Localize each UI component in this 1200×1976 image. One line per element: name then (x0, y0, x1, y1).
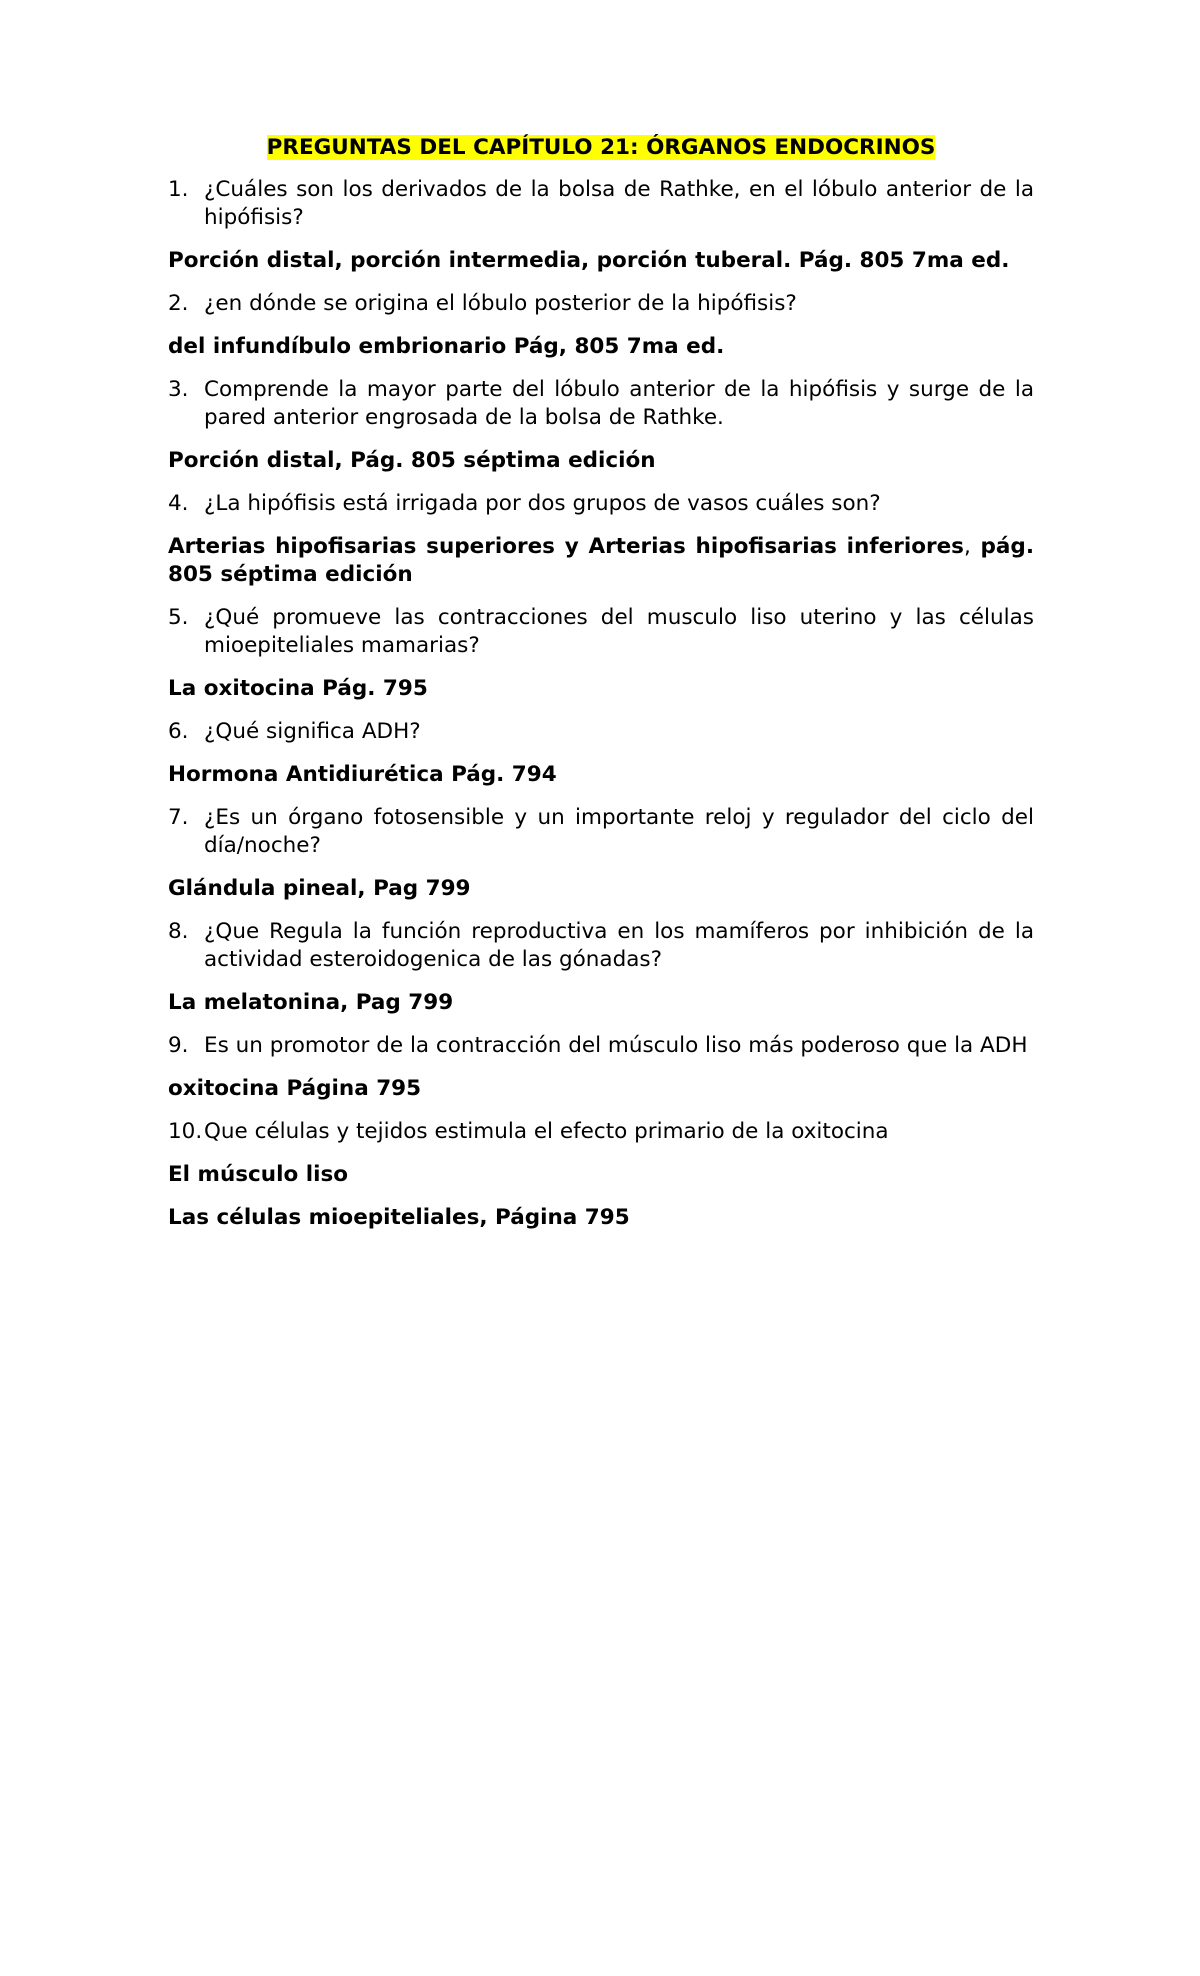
question-1 (168, 176, 1034, 232)
question-number: 9. (168, 1033, 189, 1058)
question-number: 7. (168, 805, 189, 830)
answer-3: Porción distal, Pág. 805 séptima edición (168, 448, 656, 473)
question-7 (168, 804, 1034, 860)
question-text: ¿Que Regula la función reproductiva en los mamíferos por inhibición de la actividad esteroidogenica de las gónadas? (204, 919, 1034, 972)
question-5 (168, 604, 1034, 660)
answer-4-separator: , (963, 534, 971, 559)
question-number: 8. (168, 919, 189, 944)
question-6 (168, 718, 1034, 746)
answer-7: Glándula pineal, Pag 799 (168, 876, 471, 901)
question-2 (168, 290, 1034, 318)
document-page (168, 134, 1034, 1247)
question-number: 3. (168, 377, 189, 402)
question-number: 4. (168, 491, 189, 516)
answer-9: oxitocina Página 795 (168, 1076, 422, 1101)
question-10 (168, 1118, 1034, 1146)
question-text: Que células y tejidos estimula el efecto primario de la oxitocina (204, 1119, 889, 1144)
answer-6: Hormona Antidiurética Pág. 794 (168, 762, 557, 787)
question-4 (168, 490, 1034, 518)
answer-4-main: Arterias hipofisarias superiores y Arterias hipofisarias inferiores (168, 534, 964, 559)
question-8 (168, 918, 1034, 974)
answer-1: Porción distal, porción intermedia, porción tuberal. Pág. 805 7ma ed. (168, 248, 1010, 273)
question-9 (168, 1032, 1034, 1060)
question-number: 6. (168, 719, 189, 744)
question-text: ¿La hipófisis está irrigada por dos grupos de vasos cuáles son? (204, 491, 881, 516)
question-number: 1. (168, 177, 189, 202)
question-text: ¿Es un órgano fotosensible y un importante reloj y regulador del ciclo del día/noche? (204, 805, 1034, 858)
answer-8: La melatonina, Pag 799 (168, 990, 454, 1015)
page-title (168, 134, 1034, 162)
answer-4 (168, 533, 1034, 589)
answer-10-line-2: Las células mioepiteliales, Página 795 (168, 1205, 630, 1230)
question-number: 10. (168, 1119, 203, 1144)
answer-10-line-1: El músculo liso (168, 1162, 349, 1187)
question-text: Es un promotor de la contracción del músculo liso más poderoso que la ADH (204, 1033, 1028, 1058)
question-text: ¿Qué promueve las contracciones del musculo liso uterino y las células mioepiteliales mamarias? (204, 605, 1034, 658)
question-text: ¿Cuáles son los derivados de la bolsa de Rathke, en el lóbulo anterior de la hipófisis? (204, 177, 1034, 230)
answer-4-reference: pág. 805 séptima edición (168, 534, 1034, 587)
question-text: ¿en dónde se origina el lóbulo posterior de la hipófisis? (204, 291, 797, 316)
question-text: Comprende la mayor parte del lóbulo anterior de la hipófisis y surge de la pared anterior engrosada de la bolsa de Rathke. (204, 377, 1034, 430)
page-title-text: PREGUNTAS DEL CAPÍTULO 21: ÓRGANOS ENDOCRINOS (266, 135, 936, 160)
question-number: 5. (168, 605, 189, 630)
question-text: ¿Qué significa ADH? (204, 719, 421, 744)
question-number: 2. (168, 291, 189, 316)
answer-5: La oxitocina Pág. 795 (168, 676, 428, 701)
answer-2: del infundíbulo embrionario Pág, 805 7ma ed. (168, 334, 725, 359)
question-3 (168, 376, 1034, 432)
